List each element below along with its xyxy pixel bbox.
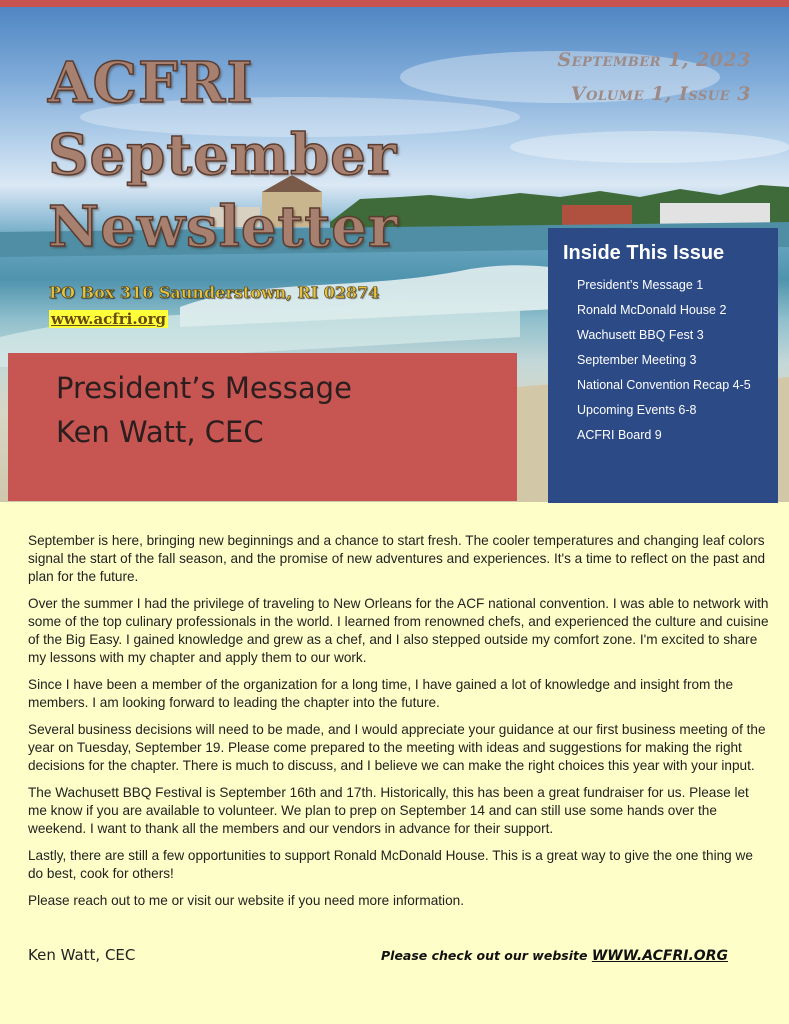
presidents-message-banner (8, 353, 517, 501)
title-line-2: September (48, 122, 398, 188)
title-line-1: ACFRI (48, 50, 254, 116)
toc-list (577, 276, 751, 451)
body-paragraph: Since I have been a member of the organization for a long time, I have gained a lot of knowledge and insight from the members. I am looking forward to leading the chapter into the future. (28, 677, 734, 710)
body-paragraph: Several business decisions will need to be made, and I would appreciate your guidance at our first business meeting of the year on Tuesday, September 19. Please come prepared to the meeting with ideas and suggestions for making the right decisions for the chapter. There is much to discuss, and I believe we can make the right choices this year with your input. (28, 722, 766, 773)
body-paragraph: Lastly, there are still a few opportunities to support Ronald McDonald House. This is a great way to give the one thing we do best, cook for others! (28, 848, 753, 881)
toc-item[interactable]: Wachusett BBQ Fest 3 (577, 328, 704, 342)
toc-item[interactable]: September Meeting 3 (577, 353, 697, 367)
toc-title: Inside This Issue (563, 242, 725, 264)
signature: Ken Watt, CEC (28, 946, 136, 964)
toc-item[interactable]: ACFRI Board 9 (577, 428, 662, 442)
body-paragraph: September is here, bringing new beginnings and a chance to start fresh. The cooler temperatures and changing leaf colors signal the start of the fall season, and the promise of new adventures and experiences. It's a time to reflect on the past and plan for the future. (28, 533, 766, 584)
title-line-3: Newsletter (48, 194, 399, 260)
body-paragraph: The Wachusett BBQ Festival is September 16th and 17th. Historically, this has been a great fundraiser for us. Please let me know if you are available to volunteer. We plan to prep on September 14 and can still use some hands over the weekend. I want to thank all the members and our vendors in advance for their support. (28, 785, 749, 836)
toc-item[interactable]: Upcoming Events 6-8 (577, 403, 697, 417)
top-accent-rule (0, 0, 789, 7)
table-of-contents (548, 228, 778, 503)
feature-heading: President’s Message (56, 371, 352, 405)
feature-byline: Ken Watt, CEC (56, 415, 264, 449)
issue-date: September 1, 2023 (557, 49, 751, 71)
website-callout (381, 948, 728, 964)
mailing-address: PO Box 316 Saunderstown, RI 02874 (49, 283, 380, 302)
toc-item[interactable]: National Convention Recap 4-5 (577, 378, 751, 392)
toc-item[interactable]: Ronald McDonald House 2 (577, 303, 727, 317)
issue-volume: Volume 1, Issue 3 (570, 83, 751, 105)
callout-website-link[interactable]: WWW.ACFRI.ORG (591, 948, 728, 964)
article-body (28, 532, 770, 919)
website-link[interactable]: www.acfri.org (51, 310, 166, 328)
newsletter-title (48, 47, 398, 263)
callout-text: Please check out our website (381, 948, 592, 963)
body-paragraph: Over the summer I had the privilege of traveling to New Orleans for the ACF national convention. I was able to network with some of the top culinary professionals in the world. I learned from renowned chefs, and experienced the culture and cuisine of the Big Easy. I gained knowledge and grew as a chef, and I also stepped outside my comfort zone. I'm excited to share my lessons with my chapter and apply them to our work. (28, 596, 769, 665)
body-paragraph: Please reach out to me or visit our website if you need more information. (28, 893, 464, 908)
toc-item[interactable]: President’s Message 1 (577, 278, 704, 292)
